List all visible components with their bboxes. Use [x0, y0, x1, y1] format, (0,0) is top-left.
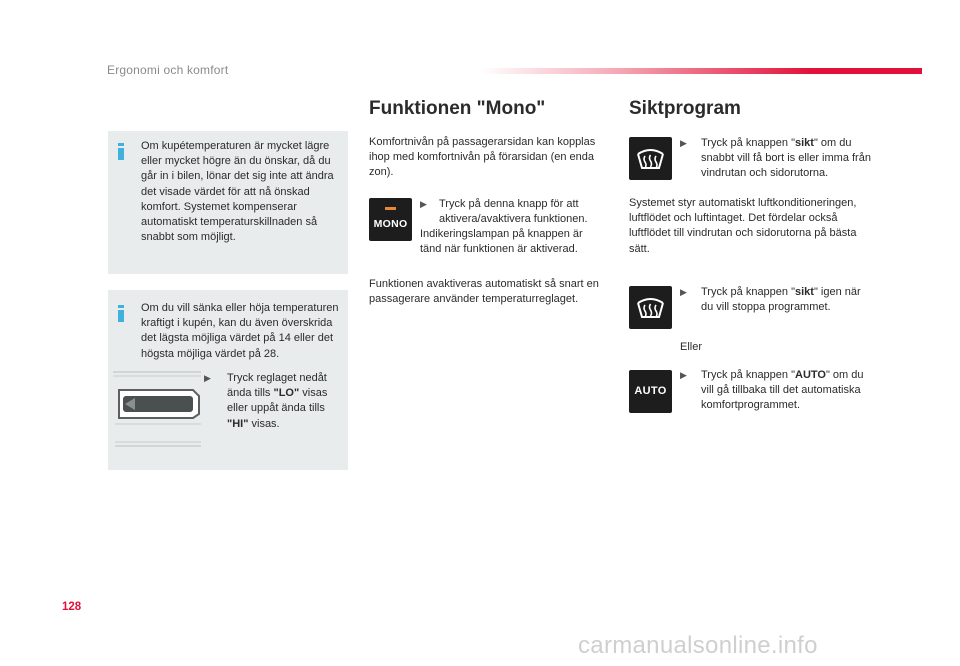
info-box-temperature [108, 131, 348, 274]
bullet-arrow-icon: ▶ [420, 199, 427, 209]
info-icon [117, 143, 125, 160]
mono-auto-off: Funktionen avaktiveras automatiskt så snart en passagerare använder temperaturreglaget. [369, 278, 599, 306]
section-title: Ergonomi och komfort [107, 63, 229, 77]
auto-button-label: AUTO [634, 385, 667, 397]
info-box-lo-hi [108, 290, 348, 470]
defrost-button-icon [629, 286, 672, 329]
hi-keyword: "HI" [227, 417, 249, 430]
bullet-mono: ▶ Tryck på denna knapp för att aktivera/avaktivera funktionen. [420, 198, 588, 226]
indicator-lamp [385, 207, 396, 210]
info-icon [117, 305, 125, 322]
mono-intro: Komfortnivån på passagerarsidan kan kopplas ihop med komfortnivån på förarsidan (en enda zon). [369, 136, 596, 179]
or-text: Eller [680, 341, 703, 353]
info-text: Om kupétemperaturen är mycket lägre eller mycket högre än du önskar, då du går in i bilen, lönar det sig inte att ändra det visade värdet för att nå önskad komfort. Systemet kompenserar automatiskt temperaturskillnaden så snabbt som möjligt. [141, 140, 334, 244]
page-number: 128 [62, 601, 82, 613]
header-accent-bar [480, 68, 922, 74]
bullet-auto: ▶ Tryck på knappen "AUTO" om du vill gå tillbaka till det automatiska komfortprogrammet. [680, 369, 864, 412]
windshield-defrost-icon [629, 137, 672, 180]
sikt-heading: Siktprogram [629, 98, 741, 119]
bullet-arrow-icon: ▶ [204, 373, 211, 383]
auto-button-icon [629, 370, 672, 413]
mono-lamp-text: Indikeringslampan på knappen är tänd när funktionen är aktiverad. [420, 228, 583, 256]
bullet-arrow-icon: ▶ [680, 138, 687, 148]
bullet-sikt-stop: ▶ Tryck på knappen "sikt" igen när du vill stoppa programmet. [680, 286, 861, 314]
lo-keyword: "LO" [273, 387, 300, 400]
bullet-arrow-icon: ▶ [680, 370, 687, 380]
watermark: carmanualsonline.info [578, 632, 818, 659]
bullet-sikt-start: ▶ Tryck på knappen "sikt" om du snabbt vill få bort is eller imma från vindrutan och sidorutorna. [680, 137, 871, 180]
sikt-description: Systemet styr automatiskt luftkonditioneringen, luftflödet och luftintaget. Det fördelar också luftflödet till vindrutan och sidorutorna på bästa sätt. [629, 197, 857, 255]
bullet-arrow-icon: ▶ [680, 287, 687, 297]
mono-heading: Funktionen "Mono" [369, 98, 546, 119]
defrost-button-icon [629, 137, 672, 180]
mono-button-icon [369, 198, 412, 241]
bullet-lo-hi: ▶ Tryck reglaget nedåt ända tills "LO" visas eller uppåt ända tills "HI" visas. [204, 372, 328, 430]
temperature-slider-illustration [113, 368, 205, 450]
windshield-defrost-icon [629, 286, 672, 329]
info-text: Om du vill sänka eller höja temperaturen kraftigt i kupén, kan du även överskrida det lägsta möjliga värdet på 14 eller det högsta möjliga värdet på 28. [141, 302, 339, 360]
mono-button-label: MONO [373, 218, 408, 230]
